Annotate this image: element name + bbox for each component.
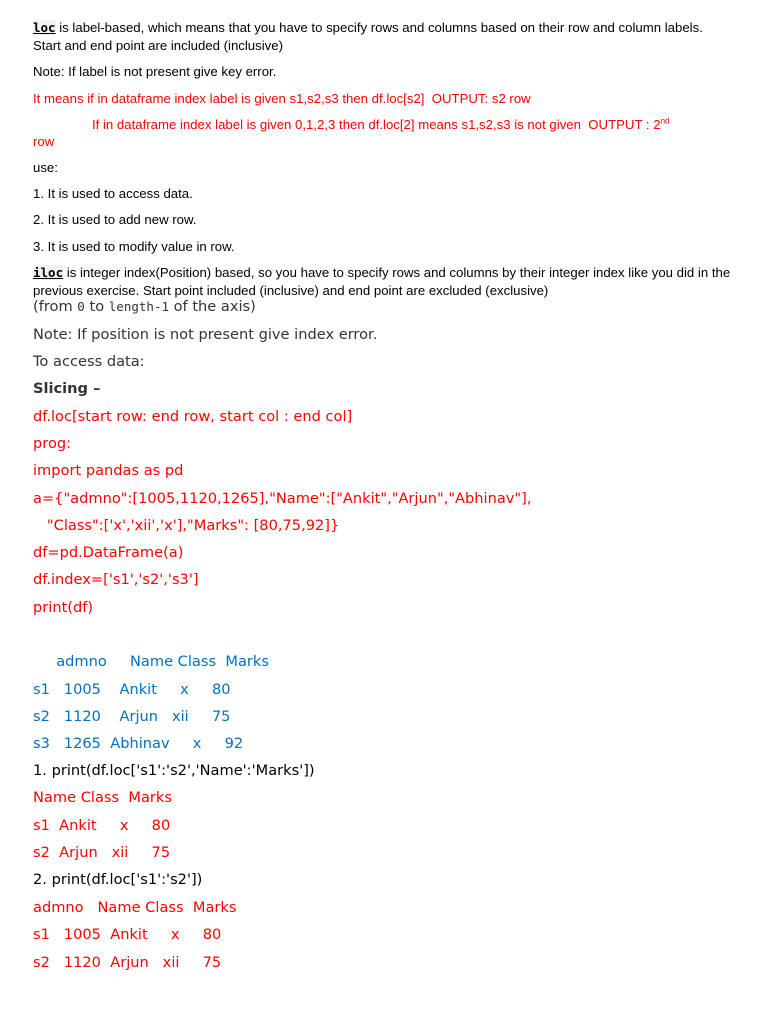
iloc-code: iloc xyxy=(33,265,64,280)
example-1-output-header: Name Class Marks xyxy=(33,789,172,806)
df-output-row-2: s2 1120 Arjun xii 75 xyxy=(33,708,231,725)
example-1-output-row-2: s2 Arjun xii 75 xyxy=(33,844,171,861)
df-output-row-1: s1 1005 Ankit x 80 xyxy=(33,681,231,698)
loc-description: is label-based, which means that you have to specify rows and columns based on their row and column labels. Start and end point are included (inclusive) xyxy=(33,20,703,53)
loc-code: loc xyxy=(33,20,56,35)
use-item-3: 3. It is used to modify value in row. xyxy=(33,239,235,254)
program-line-6: print(df) xyxy=(33,599,94,616)
loc-paragraph xyxy=(33,19,733,55)
axis-text-c: of the axis) xyxy=(168,298,256,315)
iloc-description: is integer index(Position) based, so you have to specify rows and columns by their integer index like you did in the previous exercise. Start point included (inclusive) and end point are excluded (exclusive) xyxy=(33,265,731,298)
program-line-4: df=pd.DataFrame(a) xyxy=(33,544,184,561)
df-output-row-3: s3 1265 Abhinav x 92 xyxy=(33,735,244,752)
axis-range-line xyxy=(33,297,256,317)
example-1-output-row-1: s1 Ankit x 80 xyxy=(33,817,171,834)
axis-zero: 0 xyxy=(77,299,85,314)
use-item-1: 1. It is used to access data. xyxy=(33,186,193,201)
slicing-heading: Slicing – xyxy=(33,380,101,397)
example-2-output-header: admno Name Class Marks xyxy=(33,899,237,916)
iloc-paragraph xyxy=(33,264,733,300)
prog-label: prog: xyxy=(33,435,72,452)
use-heading: use: xyxy=(33,160,58,175)
note-key-error: Note: If label is not present give key error. xyxy=(33,64,277,79)
use-item-2: 2. It is used to add new row. xyxy=(33,212,197,227)
example-2-output-row-2: s2 1120 Arjun xii 75 xyxy=(33,954,222,971)
loc-example-line-2-sup: nd xyxy=(660,116,670,126)
loc-example-line-2-text: If in dataframe index label is given 0,1,2,3 then df.loc[2] means s1,s2,s3 is not given OUTPUT : 2 xyxy=(92,117,661,132)
program-line-1: import pandas as pd xyxy=(33,462,184,479)
loc-example-line-2-cont: row xyxy=(33,134,55,149)
program-line-3: "Class":['x','xii','x'],"Marks": [80,75,92]} xyxy=(33,517,340,534)
note-index-error: Note: If position is not present give index error. xyxy=(33,326,378,343)
example-2-command: 2. print(df.loc['s1':'s2']) xyxy=(33,871,203,888)
loc-example-line-1: It means if in dataframe index label is given s1,s2,s3 then df.loc[s2] OUTPUT: s2 row xyxy=(33,91,531,106)
axis-text-a: (from xyxy=(33,298,78,315)
program-line-2: a={"admno":[1005,1120,1265],"Name":["Ankit","Arjun","Abhinav"], xyxy=(33,490,532,507)
example-1-command: 1. print(df.loc['s1':'s2','Name':'Marks']) xyxy=(33,762,315,779)
access-data-label: To access data: xyxy=(33,353,145,370)
example-2-output-row-1: s1 1005 Ankit x 80 xyxy=(33,926,222,943)
loc-example-line-2 xyxy=(92,116,670,134)
program-line-5: df.index=['s1','s2','s3'] xyxy=(33,571,199,588)
axis-length: length-1 xyxy=(108,299,169,314)
df-output-header: admno Name Class Marks xyxy=(33,653,269,670)
loc-syntax: df.loc[start row: end row, start col : end col] xyxy=(33,408,353,425)
axis-text-b: to xyxy=(84,298,109,315)
